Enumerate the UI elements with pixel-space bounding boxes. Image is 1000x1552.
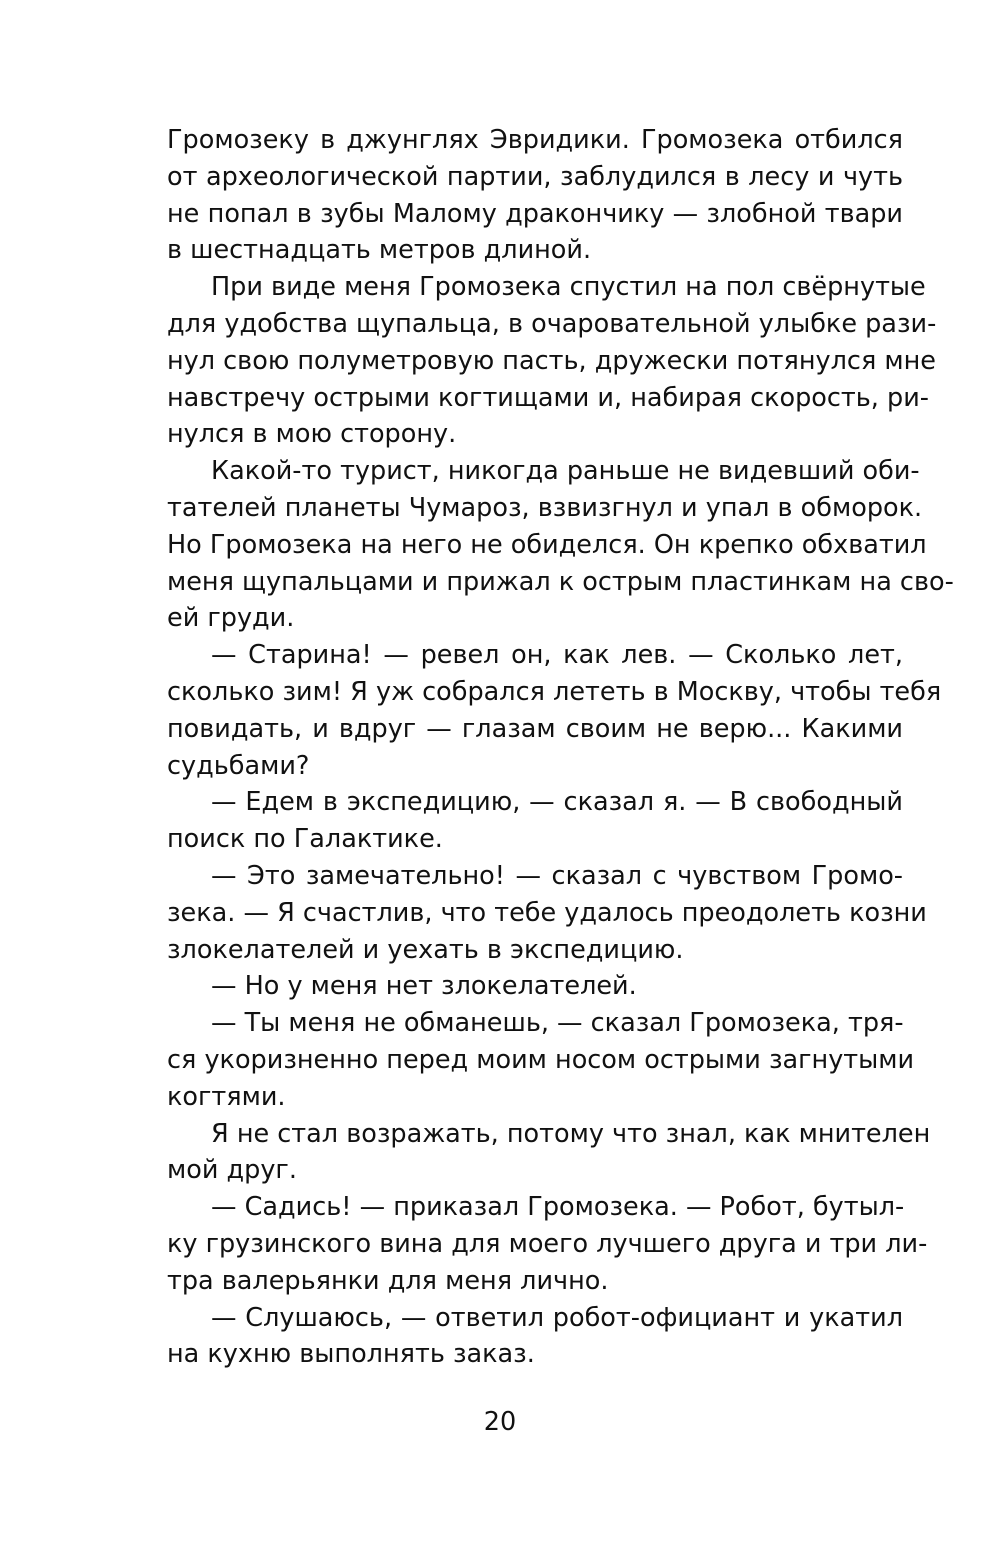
text-line: на кухню выполнять заказ.	[167, 1339, 535, 1370]
body-text	[167, 122, 954, 1373]
text-line: от археологической партии, заблудился в лесу и чуть	[167, 161, 903, 192]
text-line: При виде меня Громозека спустил на пол свёрнутые	[211, 272, 926, 303]
text-line: когтями.	[167, 1081, 286, 1112]
text-line: навстречу острыми когтищами и, набирая скорость, ри-	[167, 382, 929, 413]
text-line: поиск по Галактике.	[167, 824, 443, 855]
text-line: мой друг.	[167, 1155, 297, 1186]
text-line: повидать, и вдруг — глазам своим не верю... Какими	[167, 713, 903, 744]
text-line: Но Громозека на него не обиделся. Он крепко обхватил	[167, 529, 927, 560]
text-line: тра валерьянки для меня лично.	[167, 1265, 609, 1296]
text-line: — Ты меня не обманешь, — сказал Громозека, тря-	[211, 1008, 904, 1039]
text-line: ей груди.	[167, 603, 295, 634]
text-line: для удобства щупальца, в очаровательной улыбке рази-	[167, 308, 937, 339]
text-line: Какой-то турист, никогда раньше не видевший оби-	[211, 456, 920, 487]
text-line: Я не стал возражать, потому что знал, как мнителен	[211, 1118, 931, 1149]
text-line: нулся в мою сторону.	[167, 419, 457, 450]
text-line: зека. — Я счастлив, что тебе удалось преодолеть козни	[167, 897, 927, 928]
text-line: — Старина! — ревел он, как лев. — Сколько лет,	[211, 640, 903, 671]
text-line: — Это замечательно! — сказал с чувством Громо-	[211, 860, 903, 891]
text-line: судьбами?	[167, 750, 310, 781]
text-line: — Слушаюсь, — ответил робот-официант и укатил	[211, 1302, 903, 1333]
text-line: ку грузинского вина для моего лучшего друга и три ли-	[167, 1228, 928, 1259]
text-line: — Но у меня нет злокелателей.	[211, 971, 637, 1002]
text-line: тателей планеты Чумароз, взвизгнул и упал в обморок.	[167, 492, 923, 523]
text-line: меня щупальцами и прижал к острым пластинкам на сво-	[167, 566, 954, 597]
text-line: не попал в зубы Малому дракончику — злобной твари	[167, 198, 903, 229]
text-line: Громозеку в джунглях Эвридики. Громозека отбился	[167, 125, 903, 155]
text-line: ся укоризненно перед моим носом острыми загнутыми	[167, 1044, 915, 1075]
text-line: — Едем в экспедицию, — сказал я. — В свободный	[211, 787, 903, 818]
text-line: нул свою полуметровую пасть, дружески потянулся мне	[167, 345, 936, 376]
page-number: 20	[483, 1407, 517, 1437]
text-line: злокелателей и уехать в экспедицию.	[167, 934, 684, 965]
text-line: — Садись! — приказал Громозека. — Робот, бутыл-	[211, 1192, 905, 1223]
text-line: в шестнадцать метров длиной.	[167, 235, 592, 266]
text-line: сколько зим! Я уж собрался лететь в Москву, чтобы тебя	[167, 676, 942, 707]
